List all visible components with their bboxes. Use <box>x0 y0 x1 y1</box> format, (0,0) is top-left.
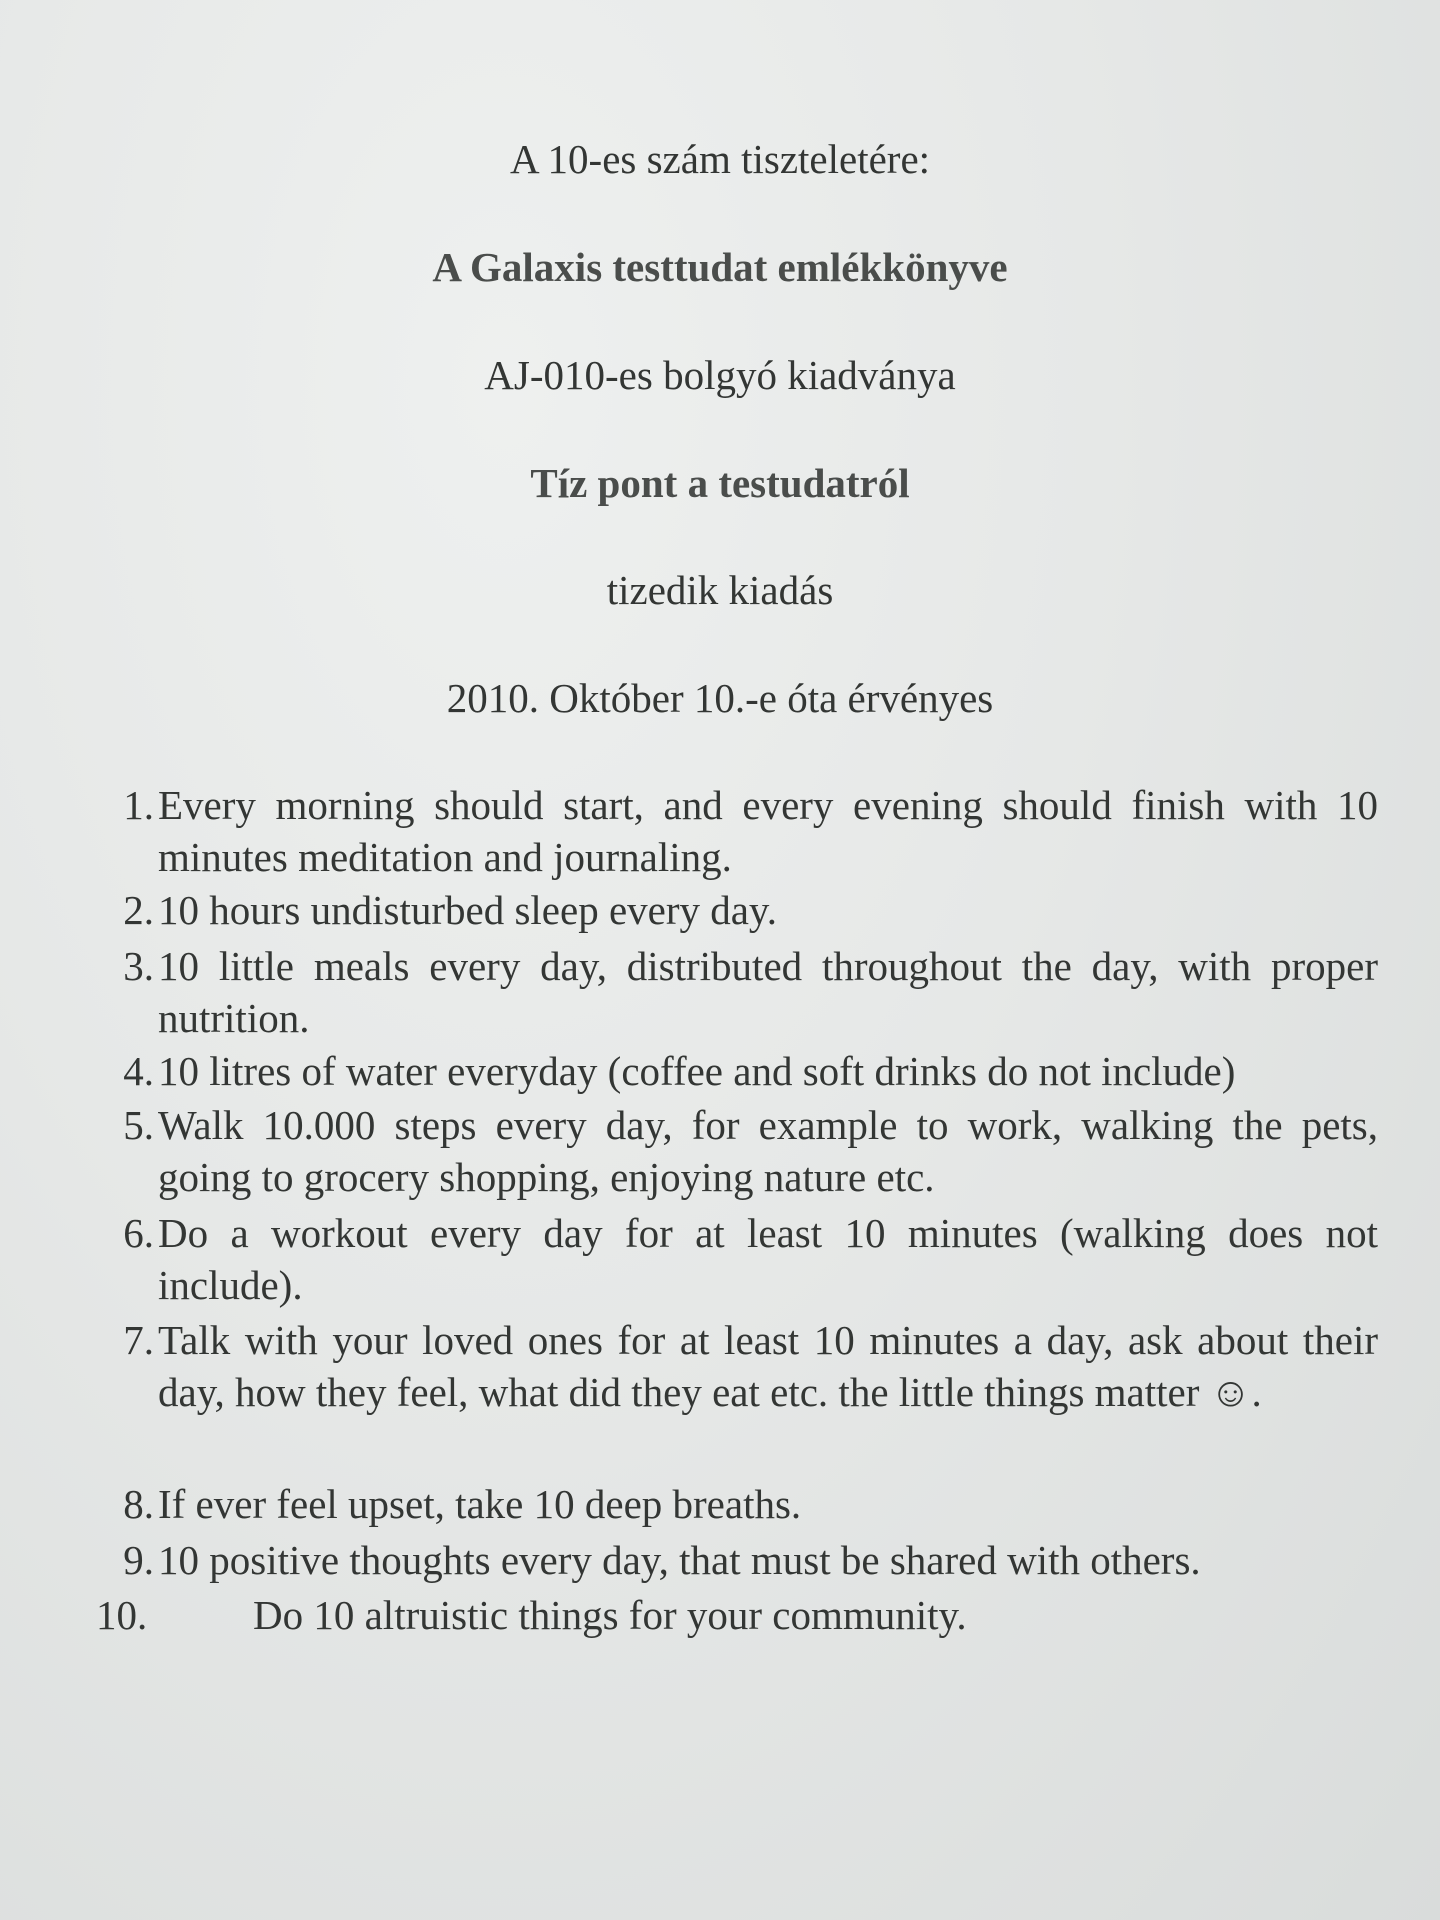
list-item-number: 8. <box>123 1481 154 1527</box>
list-item-number: 2. <box>123 887 154 933</box>
list-item-text: Do 10 altruistic things for your community. <box>253 1592 967 1638</box>
list-item-text: Do a workout every day for at least 10 minutes (walking does not include). <box>158 1210 1378 1308</box>
list-item-text: Talk with your loved ones for at least 10 minutes a day, ask about their day, how they feel, what did they eat etc. the little things matter ☺. <box>158 1317 1378 1415</box>
list-item-number: 9. <box>123 1537 154 1583</box>
list-item-number: 3. <box>123 943 154 989</box>
list-item-number: 10. <box>96 1592 148 1638</box>
list-item-number: 7. <box>123 1317 154 1363</box>
header-line-subtitle: Tíz pont a testudatról <box>530 460 910 506</box>
list-item-text: If ever feel upset, take 10 deep breaths. <box>158 1481 802 1527</box>
list-item-text: 10 litres of water everyday (coffee and soft drinks do not include) <box>158 1048 1236 1094</box>
list-item-number: 4. <box>123 1048 154 1094</box>
header-line-publisher: AJ-010-es bolgyó kiadványa <box>484 352 956 398</box>
header-line-title: A Galaxis testtudat emlékkönyve <box>432 244 1008 290</box>
list-item-text: 10 little meals every day, distributed throughout the day, with proper nutrition. <box>158 943 1378 1041</box>
header-line-validity: 2010. Október 10.-e óta érvényes <box>446 675 994 721</box>
header-line-edition: tizedik kiadás <box>606 567 834 613</box>
list-item-number: 1. <box>123 782 154 828</box>
list-item-text: Walk 10.000 steps every day, for example to work, walking the pets, going to grocery shopping, enjoying nature etc. <box>158 1102 1378 1200</box>
list-item-number: 6. <box>123 1210 154 1256</box>
header-line-dedication: A 10-es szám tiszteletére: <box>509 136 931 182</box>
list-item-text: Every morning should start, and every evening should finish with 10 minutes meditation and journaling. <box>158 782 1378 880</box>
list-item-text: 10 hours undisturbed sleep every day. <box>158 887 778 933</box>
list-item-number: 5. <box>123 1102 154 1148</box>
list-item-text: 10 positive thoughts every day, that must be shared with others. <box>158 1537 1201 1583</box>
